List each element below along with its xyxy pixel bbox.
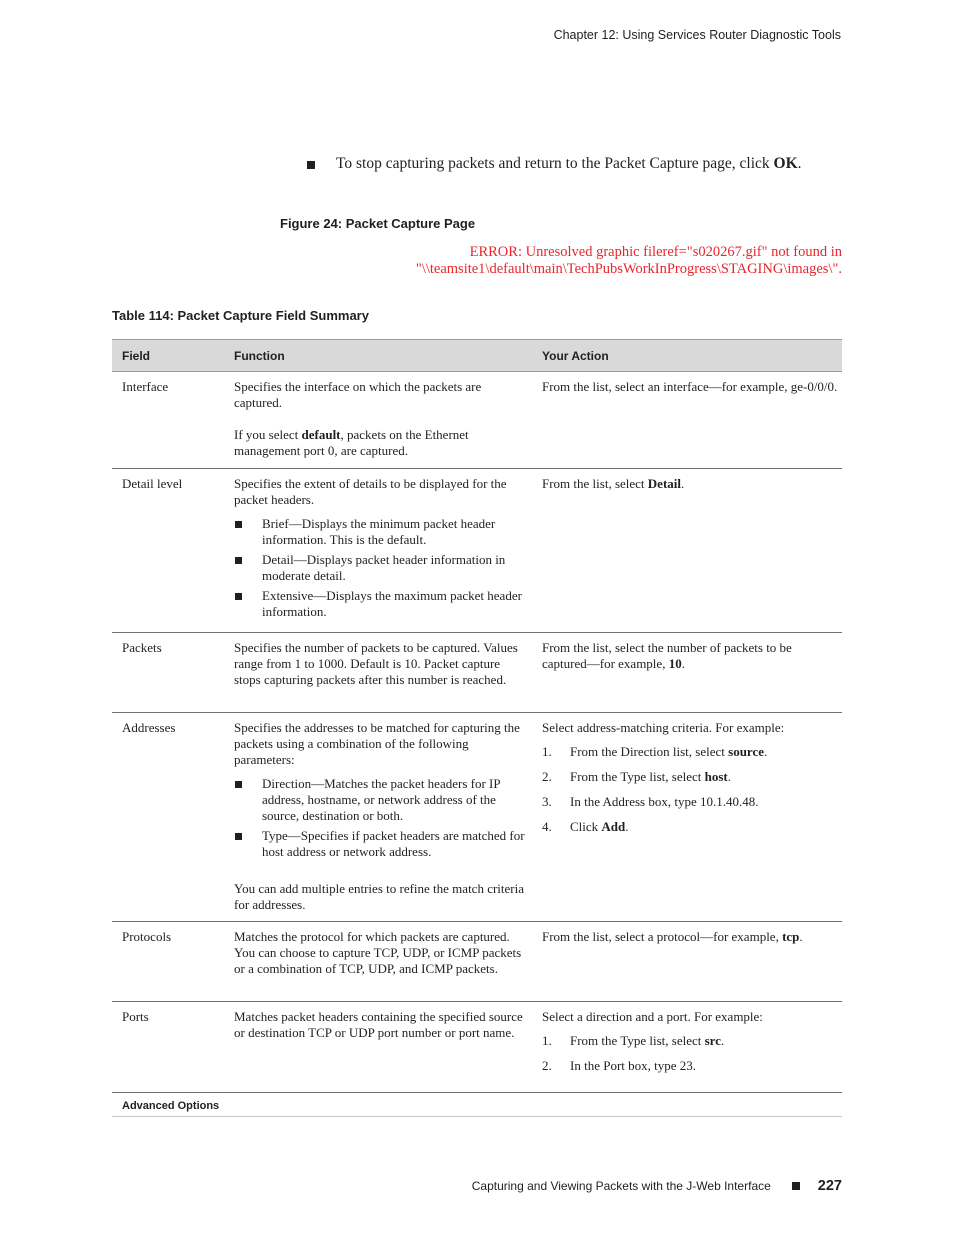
list-item: 1. From the Type list, select src. [542,1033,725,1048]
list-item: 1. From the Direction list, select source. [542,744,768,759]
field-cell: Protocols [122,929,172,944]
field-cell: Ports [122,1009,149,1024]
footer-section-title: Capturing and Viewing Packets with the J-Web Interface [471,1179,771,1193]
list-item: 2. In the Port box, type 23. [542,1058,697,1073]
bullet-marker [235,593,242,600]
function-cell: Specifies the addresses to be matched for capturing the packets using a combination of the following parameters: Direction—Matches the packet headers for IP address, hostname, or network address of the source, destination or both. Type—Specifies if packet headers are matched for host address or network address. You can add multiple entries to refine the match criteria for addresses. [234,720,525,912]
function-cell: Specifies the number of packets to be captured. Values range from 1 to 1000. Default is 10. Packet capture stops capturing packets after this number is reached. [234,640,518,687]
table-header-row [112,339,842,372]
list-item: Brief—Displays the minimum packet header information. This is the default. [234,516,526,548]
action-cell: Select a direction and a port. For example: 1. From the Type list, select src. 2. In the Port box, type 23. [532,1009,842,1092]
action-cell: From the list, select Detail. [542,476,685,491]
function-cell: Matches the protocol for which packets are captured. You can choose to capture TCP, UDP, or ICMP packets or a combination of TCP, UDP, and ICMP packets. [234,929,522,976]
list-item: Direction—Matches the packet headers for IP address, hostname, or network address of the source, destination or both. [234,776,526,824]
list-item: Detail—Displays packet header information in moderate detail. [234,552,526,584]
field-cell: Addresses [122,720,176,735]
running-header: Chapter 12: Using Services Router Diagnostic Tools [553,28,841,42]
table-row-interface [112,372,842,469]
field-cell: Detail level [122,476,183,491]
function-cell: Specifies the extent of details to be displayed for the packet headers. Brief—Displays the minimum packet header information. This is the default. Detail—Displays packet header information in moderate detail. Extensive—Displays the maximum packet header information. [224,476,532,632]
stop-capture-bullet [307,155,847,173]
list-item: 4. Click Add. [542,819,629,834]
stop-capture-text: To stop capturing packets and return to the Packet Capture page, click OK. [336,155,802,172]
list-item: Type—Specifies if packet headers are matched for host address or network address. [234,828,526,860]
field-summary-table [112,339,842,1093]
field-cell: Packets [122,640,162,655]
error-line-2: "\\teamsite1\default\main\TechPubsWorkInProgress\STAGING\images\". [415,261,842,277]
ok-term: OK [773,155,798,172]
bullet-marker [307,161,315,169]
action-cell: From the list, select an interface—for example, ge-0/0/0. [542,379,838,394]
figure-error-message [322,244,842,278]
figure-caption: Figure 24: Packet Capture Page [280,216,476,231]
header-function: Function [234,348,285,363]
header-action: Your Action [542,348,609,363]
field-cell: Interface [122,379,169,394]
list-item: Extensive—Displays the maximum packet header information. [234,588,526,620]
action-cell: From the list, select the number of packets to be captured—for example, 10. [542,640,792,671]
footer-separator [792,1182,800,1190]
bullet-marker [235,781,242,788]
table-row-detail-level [112,469,842,633]
table-row-protocols [112,922,842,1002]
action-cell: Select address-matching criteria. For example: 1. From the Direction list, select source. 2. From the Type list, select host. 3. In the Address box, type 10.1.40.48. 4. Click Add. [532,720,842,921]
table-row-addresses [112,713,842,922]
function-cell: Matches packet headers containing the specified source or destination TCP or UDP port number or port name. [234,1009,523,1040]
bullet-marker [235,521,242,528]
table-row-packets [112,633,842,713]
bullet-marker [235,557,242,564]
header-field: Field [122,348,151,363]
list-item: 3. In the Address box, type 10.1.40.48. [542,794,759,809]
table-caption: Table 114: Packet Capture Field Summary [112,308,369,323]
action-cell: From the list, select a protocol—for example, tcp. [542,929,803,944]
error-line-1: ERROR: Unresolved graphic fileref="s020267.gif" not found in [469,244,842,260]
page-number: 227 [817,1178,842,1194]
list-item: 2. From the Type list, select host. [542,769,731,784]
page-footer [472,1178,842,1194]
advanced-options-heading: Advanced Options [112,1100,842,1117]
bullet-marker [235,833,242,840]
function-cell: Specifies the interface on which the packets are captured. If you select default, packets on the Ethernet management port 0, are captured. [234,379,482,458]
table-row-ports [112,1002,842,1093]
